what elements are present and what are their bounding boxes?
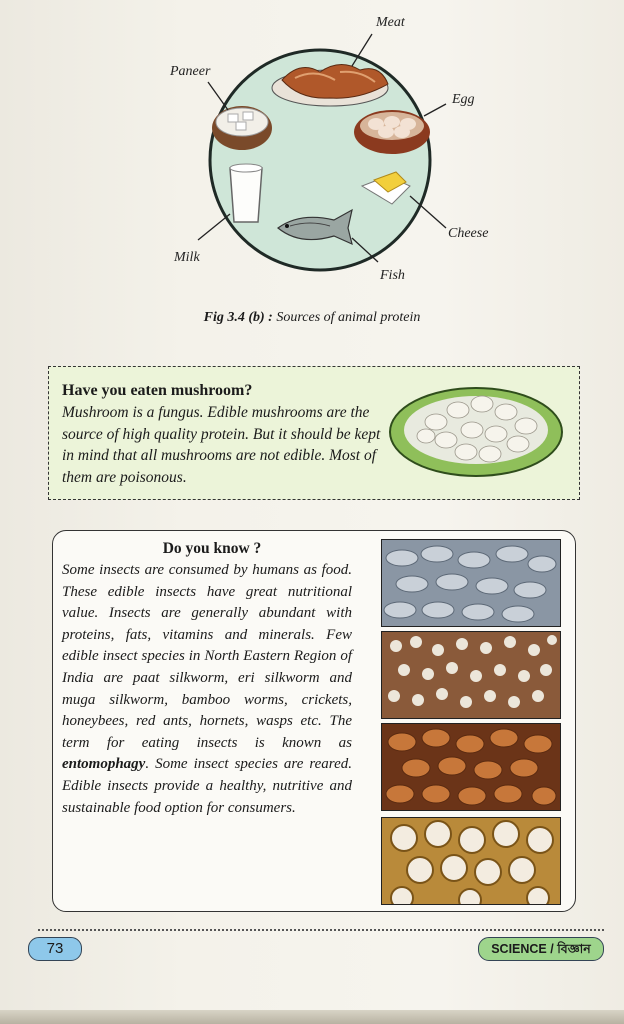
page-number: 73 [28, 937, 82, 961]
label-cheese: Cheese [448, 226, 489, 241]
know-text-before: Some insects are consumed by humans as food. These edible insects have great nutritional value. Insects are generally abundant with proteins, fats, vitamins and minerals. Few edible insect species in North Eastern Region of India are paat silkworm, eri silkworm and muga silkworm, bamboo worms, crickets, honeybees, red ants, hornets, wasps etc. The term for eating insects is known as [62, 562, 352, 751]
honeycomb-image [381, 817, 561, 905]
milk-glass-image [230, 164, 262, 222]
larvae-image [381, 631, 561, 719]
label-meat: Meat [376, 15, 405, 30]
mushroom-text: Mushroom is a fungus. Edible mushrooms are the source of high quality protein. But it should be kept in mind that all mushrooms are not edible. Most of them are poisonous. [62, 404, 381, 486]
mushroom-title: Have you eaten mushroom? [62, 382, 253, 399]
label-paneer: Paneer [170, 64, 211, 79]
caption-text: Sources of animal protein [276, 310, 421, 325]
do-you-know-title: Do you know ? [162, 540, 262, 557]
subject-badge: SCIENCE / বিজ্ঞান [478, 937, 604, 961]
paneer-image [212, 106, 272, 150]
silkworm-image [381, 539, 561, 627]
page-edge-shadow [0, 1010, 624, 1024]
label-egg: Egg [452, 92, 475, 107]
mushroom-plate-image [386, 380, 566, 480]
protein-diagram [0, 0, 624, 300]
figure-caption [0, 310, 624, 326]
pupae-image [381, 723, 561, 811]
entomophagy-term: entomophagy [62, 756, 146, 773]
label-milk: Milk [174, 250, 200, 265]
egg-image [354, 110, 430, 154]
footer-divider [38, 929, 604, 931]
caption-number: Fig 3.4 (b) : [203, 310, 273, 325]
know-text-after: . Some insect species are reared. Edible insects provide a healthy, nutritive and sustainable food option for consumers. [62, 756, 352, 816]
do-you-know-text [62, 560, 352, 819]
label-fish: Fish [380, 268, 405, 283]
